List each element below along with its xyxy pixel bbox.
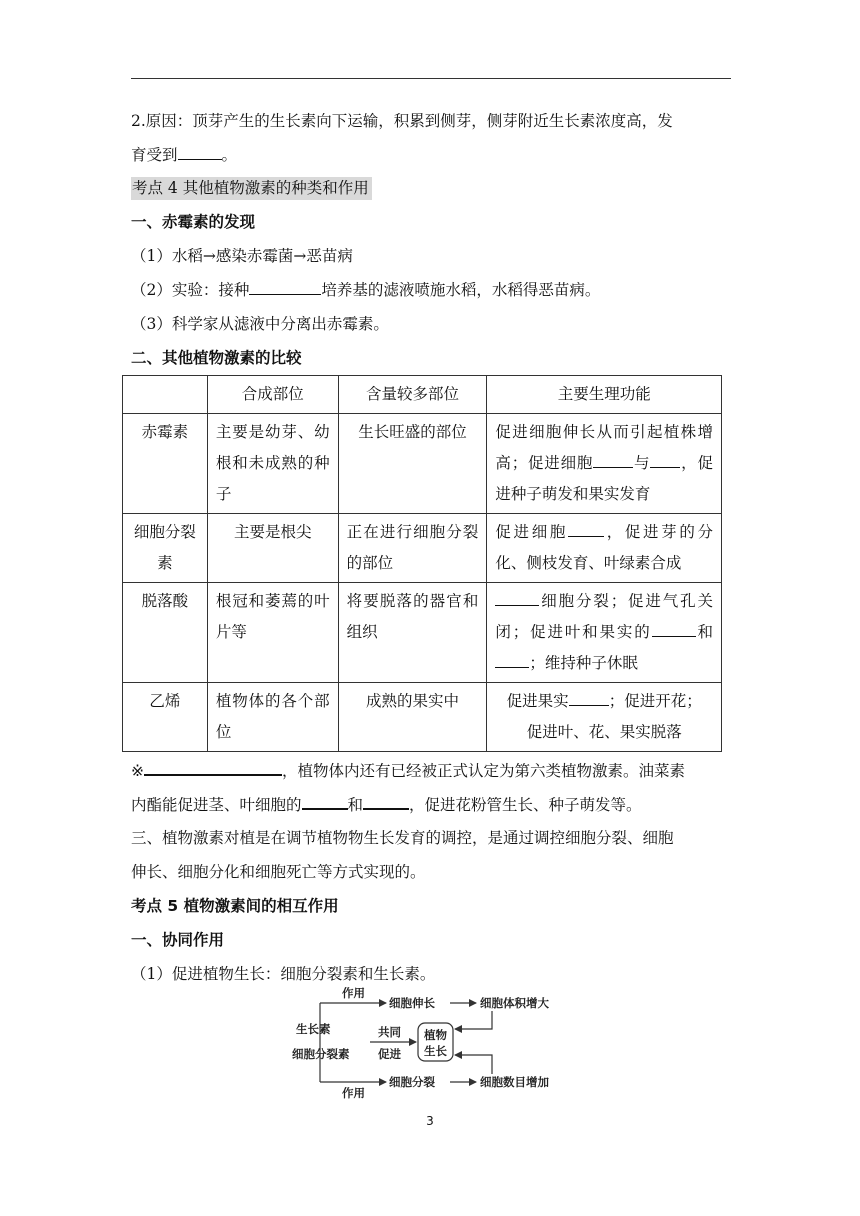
synthesis-site: 根冠和萎蔫的叶片等	[207, 583, 338, 683]
list-item: （1）水稻→感染赤霉菌→恶苗病	[131, 247, 353, 265]
hormone-name: 乙烯	[123, 683, 208, 752]
function-cell: 细胞分裂；促进气孔关闭；促进叶和果实的 和；维持种子休眠	[487, 583, 722, 683]
diagram-node: 细胞分裂素	[292, 1047, 350, 1061]
diagram-node: 植物	[424, 1028, 447, 1042]
hormone-table	[122, 375, 722, 752]
rich-site: 生长旺盛的部位	[338, 414, 487, 514]
heading-hormone-comparison: 二、其他植物激素的比较	[131, 349, 302, 367]
fill-blank[interactable]	[178, 145, 222, 160]
fill-blank[interactable]	[593, 453, 633, 468]
list-item: （2）实验：接种 培养基的滤液喷施水稻，水稻得恶苗病。	[131, 281, 601, 299]
diagram-label: 作用	[342, 986, 365, 1000]
fill-blank[interactable]	[144, 760, 282, 776]
table-header: 合成部位	[207, 376, 338, 414]
table-header	[123, 376, 208, 414]
hormone-name: 细胞分裂素	[123, 514, 208, 583]
function-cell: 促进细胞 ，促进芽的分化、侧枝发育、叶绿素合成	[487, 514, 722, 583]
diagram-node: 细胞体积增大	[480, 996, 549, 1010]
fill-blank[interactable]	[495, 653, 529, 668]
list-item: （3）科学家从滤液中分离出赤霉素。	[131, 315, 389, 333]
diagram-node: 细胞伸长	[389, 996, 435, 1010]
synergy-diagram	[290, 985, 580, 1100]
fill-blank[interactable]	[302, 794, 348, 810]
fill-blank[interactable]	[650, 453, 680, 468]
header-rule	[131, 78, 731, 79]
section4-title: 考点 4 其他植物激素的种类和作用	[131, 178, 372, 198]
list-item: （1）促进植物生长：细胞分裂素和生长素。	[131, 965, 436, 983]
synthesis-site: 主要是幼芽、幼根和未成熟的种子	[207, 414, 338, 514]
heading-gibberellin-discovery: 一、赤霉素的发现	[131, 213, 256, 231]
heading-synergy: 一、协同作用	[131, 931, 225, 949]
function-cell: 促进果实 ；促进开花； 促进叶、花、果实脱落	[487, 683, 722, 752]
fill-blank[interactable]	[652, 622, 696, 637]
fill-blank[interactable]	[569, 691, 609, 706]
reason-line1: 2.原因：顶芽产生的生长素向下运输，积累到侧芽，侧芽附近生长素浓度高，发	[131, 112, 673, 130]
rich-site: 成熟的果实中	[338, 683, 487, 752]
page-number: 3	[426, 1114, 434, 1128]
fill-blank[interactable]	[249, 280, 321, 295]
table-row	[123, 583, 722, 683]
note-line2: 内酯能促进茎、叶细胞的 和 ，促进花粉管生长、种子萌发等。	[131, 796, 642, 814]
note-line1: ※ ，植物体内还有已经被正式认定为第六类植物激素。油菜素	[131, 762, 686, 780]
diagram-node: 细胞分裂	[389, 1075, 435, 1089]
synthesis-site: 植物体的各个部位	[207, 683, 338, 752]
diagram-node: 生长	[424, 1044, 447, 1058]
diagram-label: 共同	[378, 1025, 401, 1039]
section3-line2: 伸长、细胞分化和细胞死亡等方式实现的。	[131, 863, 426, 881]
hormone-name: 脱落酸	[123, 583, 208, 683]
rich-site: 将要脱落的器官和组织	[338, 583, 487, 683]
rich-site: 正在进行细胞分裂的部位	[338, 514, 487, 583]
diagram-label: 作用	[342, 1086, 365, 1100]
synthesis-site: 主要是根尖	[207, 514, 338, 583]
section5-title: 考点 5 植物激素间的相互作用	[131, 897, 339, 915]
fill-blank[interactable]	[363, 794, 409, 810]
reason-line2: 育受到 。	[131, 146, 238, 164]
table-row	[123, 414, 722, 514]
function-cell: 促进细胞伸长从而引起植株增高；促进细胞 与 ，促进种子萌发和果实发育	[487, 414, 722, 514]
fill-blank[interactable]	[495, 591, 539, 606]
table-row	[123, 514, 722, 583]
hormone-name: 赤霉素	[123, 414, 208, 514]
section3-line1: 三、植物激素对植是在调节植物物生长发育的调控，是通过调控细胞分裂、细胞	[131, 829, 674, 847]
diagram-label: 促进	[378, 1047, 401, 1061]
table-header: 含量较多部位	[338, 376, 487, 414]
table-header: 主要生理功能	[487, 376, 722, 414]
table-header-row	[123, 376, 722, 414]
fill-blank[interactable]	[568, 522, 604, 537]
diagram-node: 生长素	[296, 1022, 331, 1036]
diagram-node: 细胞数目增加	[480, 1075, 549, 1089]
table-row	[123, 683, 722, 752]
